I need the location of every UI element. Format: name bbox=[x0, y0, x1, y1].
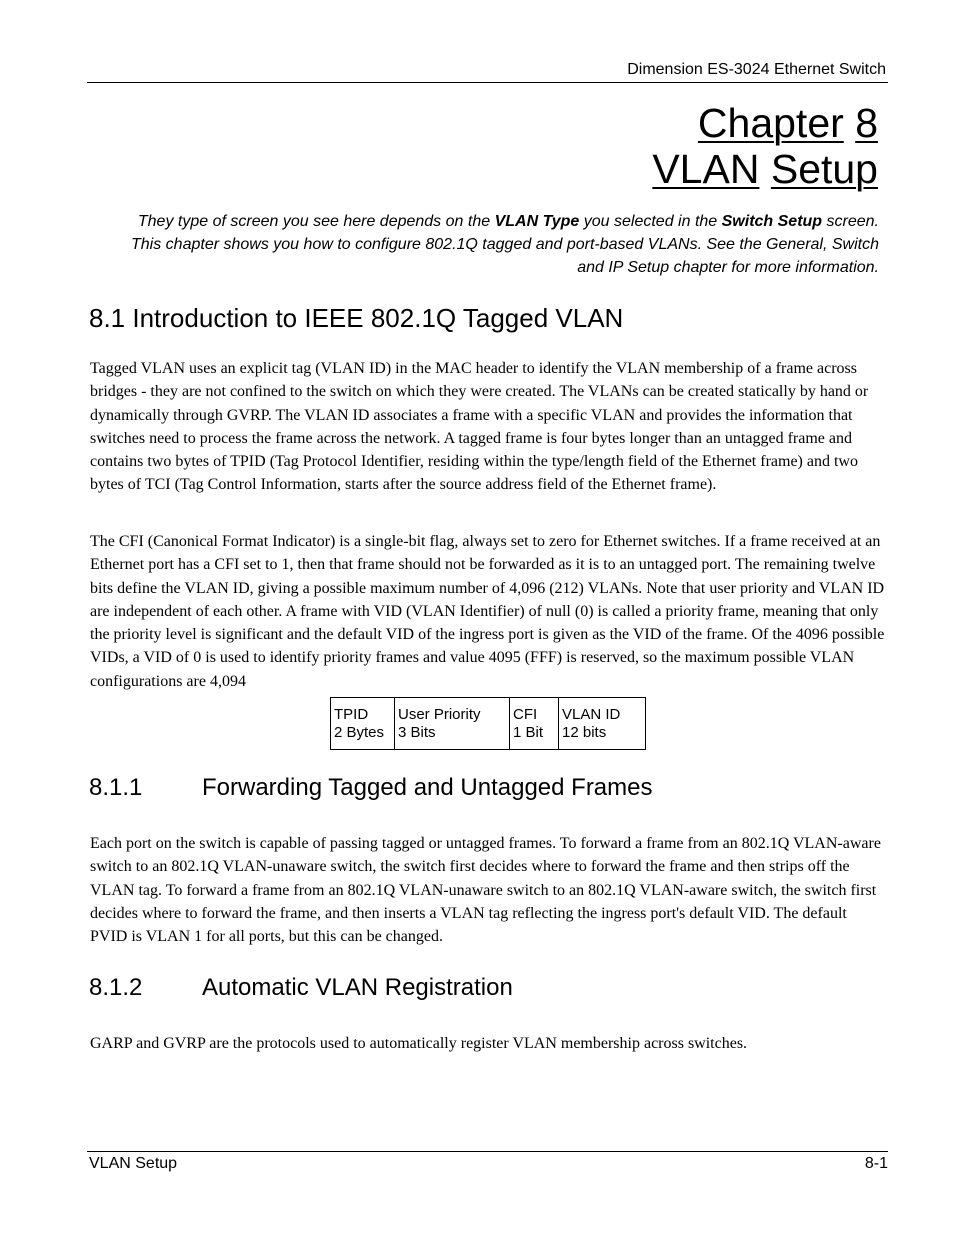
tag-field-cell: TPID 2 Bytes bbox=[331, 698, 395, 750]
vlan-tag-format-table bbox=[330, 697, 646, 750]
header-rule bbox=[87, 82, 888, 83]
chapter-title-part1: VLAN bbox=[652, 146, 760, 192]
section-paragraph-1: Tagged VLAN uses an explicit tag (VLAN ID) in the MAC header to identify the VLAN membership of a frame across bridges - they are not confined to the switch on which they were created. The VLANs can be created statically by hand or dynamically through GVRP. The VLAN ID associates a frame with a specific VLAN and provides the information that switches need to process the frame across the network. A tagged frame is four bytes longer than an untagged frame and contains two bytes of TPID (Tag Protocol Identifier, residing within the type/length field of the Ethernet frame) and two bytes of TCI (Tag Control Information, starts after the source address field of the Ethernet frame). bbox=[90, 360, 869, 494]
tag-field-cell: User Priority 3 Bits bbox=[395, 698, 510, 750]
section-paragraph-2: The CFI (Canonical Format Indicator) is a single-bit flag, always set to zero for Ethernet switches. If a frame received at an Ethernet port has a CFI set to 1, then that frame should not be forwarded as it is to an untagged port. The remaining twelve bits define the VLAN ID, giving a possible maximum number of 4,096 (212) VLANs. Note that user priority and VLAN ID are independent of each other. A frame with VID (VLAN Identifier) of null (0) is called a priority frame, meaning that only the priority level is significant and the default VID of the ingress port is given as the VID of the frame. Of the 4096 possible VIDs, a VID of 0 is used to identify priority frames and value 4095 (FFF) is reserved, so the maximum possible VLAN configurations are 4,094 bbox=[90, 533, 885, 690]
footer-chapter-name: VLAN Setup bbox=[89, 1155, 178, 1172]
vlan-type-term: VLAN Type bbox=[494, 213, 580, 230]
footer-rule bbox=[87, 1151, 888, 1152]
chapter-word: Chapter bbox=[697, 100, 844, 146]
subsection-paragraph-8-1-1: Each port on the switch is capable of passing tagged or untagged frames. To forward a frame from an 802.1Q VLAN-aware switch to an 802.1Q VLAN-unaware switch, the switch first decides where to forward the frame and then strips off the VLAN tag. To forward a frame from an 802.1Q VLAN-unaware switch to an 802.1Q VLAN-aware switch, the switch first decides where to forward the frame, and then inserts a VLAN tag reflecting the ingress port's default VID. The default PVID is VLAN 1 for all ports, but this can be changed. bbox=[90, 835, 881, 946]
chapter-title bbox=[652, 100, 878, 192]
chapter-number: 8 bbox=[855, 100, 878, 146]
tag-field-cell: CFI 1 Bit bbox=[510, 698, 559, 750]
footer-page-number: 8-1 bbox=[864, 1155, 888, 1172]
subsection-heading-8-1-2: 8.1.2 Automatic VLAN Registration bbox=[89, 974, 513, 1001]
subsection-heading-8-1-1: 8.1.1 Forwarding Tagged and Untagged Frames bbox=[89, 774, 653, 801]
switch-setup-term: Switch Setup bbox=[721, 213, 823, 230]
chapter-title-part2: Setup bbox=[770, 146, 878, 192]
subsection-paragraph-8-1-2: GARP and GVRP are the protocols used to automatically register VLAN membership across switches. bbox=[90, 1035, 748, 1052]
tag-field-cell: VLAN ID 12 bits bbox=[559, 698, 646, 750]
section-heading: 8.1 Introduction to IEEE 802.1Q Tagged VLAN bbox=[89, 303, 624, 333]
running-header: Dimension ES-3024 Ethernet Switch bbox=[627, 61, 886, 78]
chapter-intro: They type of screen you see here depends on the VLAN Type you selected in the Switch Setup screen. This chapter shows you how to configure 802.1Q tagged and port-based VLANs. See the General, Switch and IP Setup chapter for more information. bbox=[131, 213, 879, 276]
